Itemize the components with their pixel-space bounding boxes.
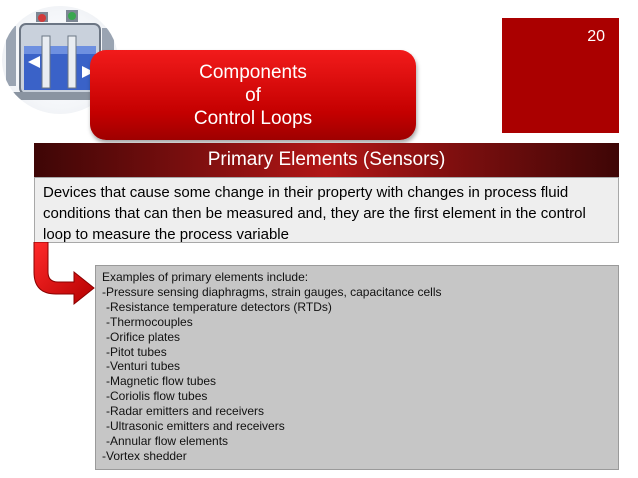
section-heading [34, 143, 619, 177]
examples-box [95, 265, 619, 470]
list-item: -Ultrasonic emitters and receivers [106, 419, 285, 434]
list-item: -Pitot tubes [106, 344, 167, 359]
examples-list [102, 285, 612, 464]
page-number: 20 [587, 28, 605, 45]
list-item: -Resistance temperature detectors (RTDs) [106, 299, 332, 314]
curved-arrow-right-icon [28, 242, 98, 308]
definition-box [34, 177, 619, 243]
slide-title-line-1: Components [199, 61, 307, 83]
section-heading-text: Primary Elements (Sensors) [207, 149, 446, 170]
list-item: -Pressure sensing diaphragms, strain gauges, capacitance cells [102, 284, 442, 299]
definition-text: Devices that cause some change in their property with changes in process fluid conditions that can then be measured and, they are the first element in the control loop to measure the process variable [43, 184, 586, 243]
list-item: -Orifice plates [106, 329, 181, 344]
list-item: -Vortex shedder [102, 448, 187, 463]
list-item: -Annular flow elements [106, 433, 229, 448]
list-item: -Magnetic flow tubes [106, 374, 217, 389]
list-item: -Thermocouples [106, 314, 193, 329]
list-item: -Radar emitters and receivers [106, 404, 265, 419]
page-number-box [502, 18, 619, 133]
list-item: -Coriolis flow tubes [106, 389, 208, 404]
examples-intro: Examples of primary elements include: [102, 270, 309, 284]
slide-title [90, 50, 416, 140]
list-item: -Venturi tubes [106, 359, 181, 374]
slide-title-line-2: of [245, 84, 261, 106]
slide-title-line-3: Control Loops [193, 107, 313, 129]
